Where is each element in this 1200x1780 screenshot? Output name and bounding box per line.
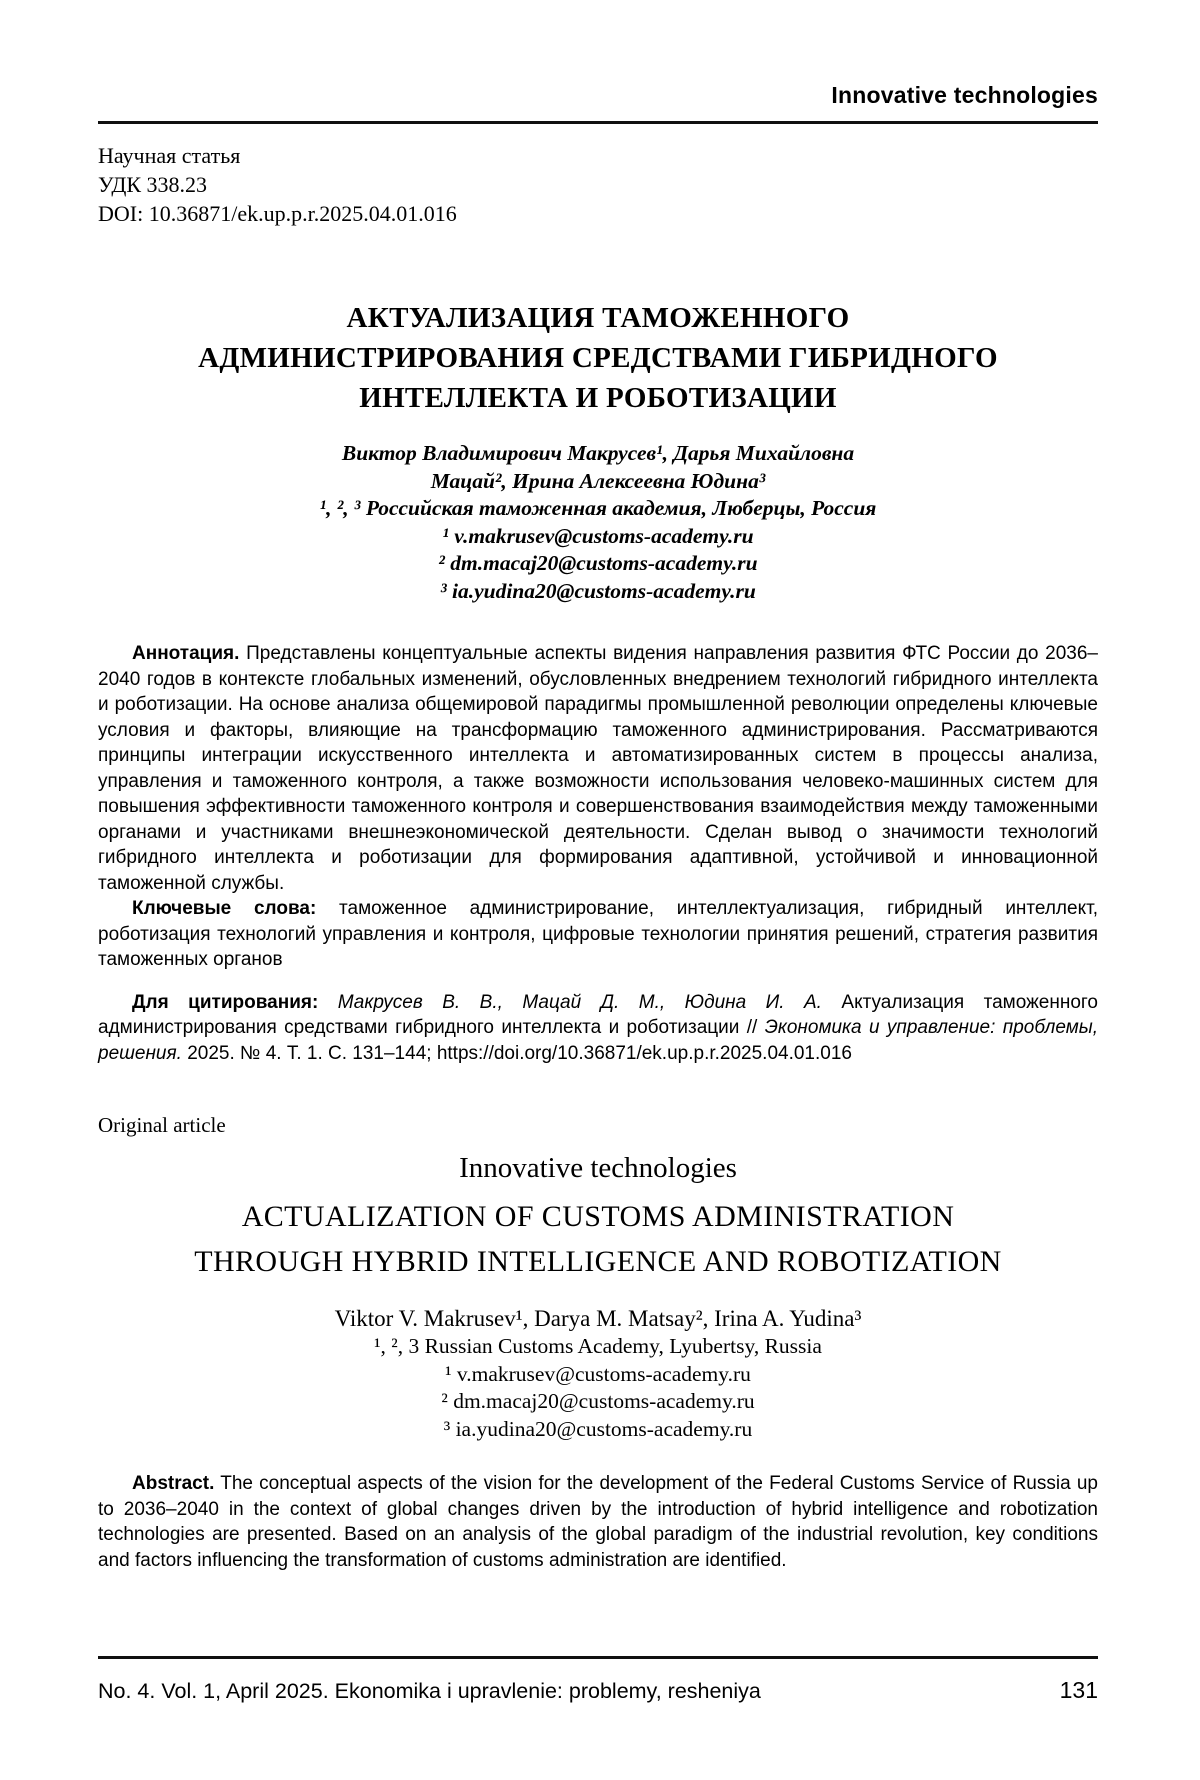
author-email-1-ru: ¹ v.makrusev@customs-academy.ru — [442, 523, 754, 548]
keywords-ru — [98, 896, 1098, 973]
abstract-en-text: The conceptual aspects of the vision for the development of the Federal Customs Service of Russia up to 2036–2040 in the context of global changes driven by the introduction of hybrid intelligence and robotization technologies are presented. Based on an analysis of the global paradigm of the industrial revolution, key conditions and factors influencing the transformation of customs administration are identified. — [98, 1473, 1098, 1571]
citation-ru-text: Актуализация таможенного администрирования средствами гибридного интеллекта и роботизации // — [98, 991, 1098, 1039]
citation-ru-authors: Макрусев В. В., Мацай Д. М., Юдина И. А. — [318, 991, 822, 1013]
journal-section-header: Innovative technologies — [831, 82, 1098, 108]
udc-number: УДК 338.23 — [98, 172, 208, 198]
article-page — [0, 82, 1200, 1573]
affiliation-en: ¹, ², 3 Russian Customs Academy, Lyubertsy, Russia — [374, 1334, 822, 1359]
article-title-en — [98, 1194, 1098, 1284]
article-type-en: Original article — [98, 1113, 226, 1138]
author-email-2-en: ² dm.macaj20@customs-academy.ru — [441, 1389, 755, 1414]
header-rule — [98, 121, 1098, 124]
author-email-3-en: ³ ia.yudina20@customs-academy.ru — [443, 1416, 753, 1441]
abstract-ru — [98, 641, 1098, 896]
emails-block-en — [98, 1361, 1098, 1444]
affiliation-ru: ¹, ², ³ Российская таможенная академия, Люберцы, Россия — [319, 496, 877, 521]
article-title-ru — [98, 298, 1098, 418]
article-type-ru: Научная статья — [98, 143, 241, 169]
article-title-en-line1: ACTUALIZATION OF CUSTOMS ADMINISTRATION — [241, 1200, 955, 1234]
doi-number: DOI: 10.36871/ek.up.p.r.2025.04.01.016 — [98, 201, 457, 227]
author-email-2-ru: ² dm.macaj20@customs-academy.ru — [438, 551, 758, 576]
article-title-ru-line3: ИНТЕЛЛЕКТА И РОБОТИЗАЦИИ — [359, 382, 837, 415]
article-meta — [98, 141, 1098, 228]
author-email-1-en: ¹ v.makrusev@customs-academy.ru — [445, 1361, 751, 1386]
abstract-ru-label: Аннотация. — [132, 643, 240, 665]
article-title-en-line2: THROUGH HYBRID INTELLIGENCE AND ROBOTIZATION — [194, 1245, 1002, 1279]
keywords-ru-label: Ключевые слова: — [132, 898, 317, 920]
footer-journal-info: No. 4. Vol. 1, April 2025. Ekonomika i upravlenie: problemy, resheniya — [98, 1679, 761, 1703]
authors-ru-line2: Мацай², Ирина Алексеевна Юдина³ — [430, 468, 766, 493]
article-title-ru-line1: АКТУАЛИЗАЦИЯ ТАМОЖЕННОГО — [346, 302, 850, 335]
citation-ru-label: Для цитирования: — [132, 991, 319, 1013]
keywords-ru-text: таможенное администрирование, интеллектуализация, гибридный интеллект, роботизация технологий управления и контроля, цифровые технологии принятия решений, стратегия развития таможенных органов — [98, 898, 1098, 971]
page-number: 131 — [1059, 1677, 1098, 1703]
abstract-en-label: Abstract. — [132, 1473, 215, 1495]
citation-ru-tail: 2025. № 4. Т. 1. С. 131–144; https://doi.org/10.36871/ek.up.p.r.2025.04.01.016 — [181, 1042, 852, 1064]
authors-en: Viktor V. Makrusev¹, Darya M. Matsay², Irina A. Yudina³ — [334, 1306, 862, 1332]
citation-ru-journal: Экономика и управление: проблемы, решения. — [98, 1017, 1098, 1064]
authors-block-ru — [98, 440, 1098, 605]
abstract-en — [98, 1471, 1098, 1573]
abstract-ru-text: Представлены концептуальные аспекты видения направления развития ФТС России до 2036–2040 годов в контексте глобальных изменений, обусловленных внедрением технологий гибридного интеллекта и роботизации. На основе анализа общемировой парадигмы промышленной революции определены ключевые условия и факторы, влияющие на трансформацию таможенного администрирования. Рассматриваются принципы интеграции искусственного интеллекта и автоматизированных систем в процессы анализа, управления и таможенного контроля, а также возможности использования человеко-машинных систем для повышения эффективности таможенного контроля и совершенствования взаимодействия между таможенными органами и участниками внешнеэкономической деятельности. Сделан вывод о значимости технологий гибридного интеллекта и роботизации для формирования адаптивной, устойчивой и инновационной таможенной службы. — [98, 643, 1098, 894]
page-footer — [98, 1656, 1098, 1704]
article-title-ru-line2: АДМИНИСТРИРОВАНИЯ СРЕДСТВАМИ ГИБРИДНОГО — [198, 342, 998, 375]
footer-rule — [98, 1656, 1098, 1659]
citation-ru — [98, 990, 1098, 1067]
journal-section-en: Innovative technologies — [459, 1152, 737, 1185]
authors-ru-line1: Виктор Владимирович Макрусев¹, Дарья Михайловна — [341, 441, 855, 466]
author-email-3-ru: ³ ia.yudina20@customs-academy.ru — [440, 578, 756, 603]
